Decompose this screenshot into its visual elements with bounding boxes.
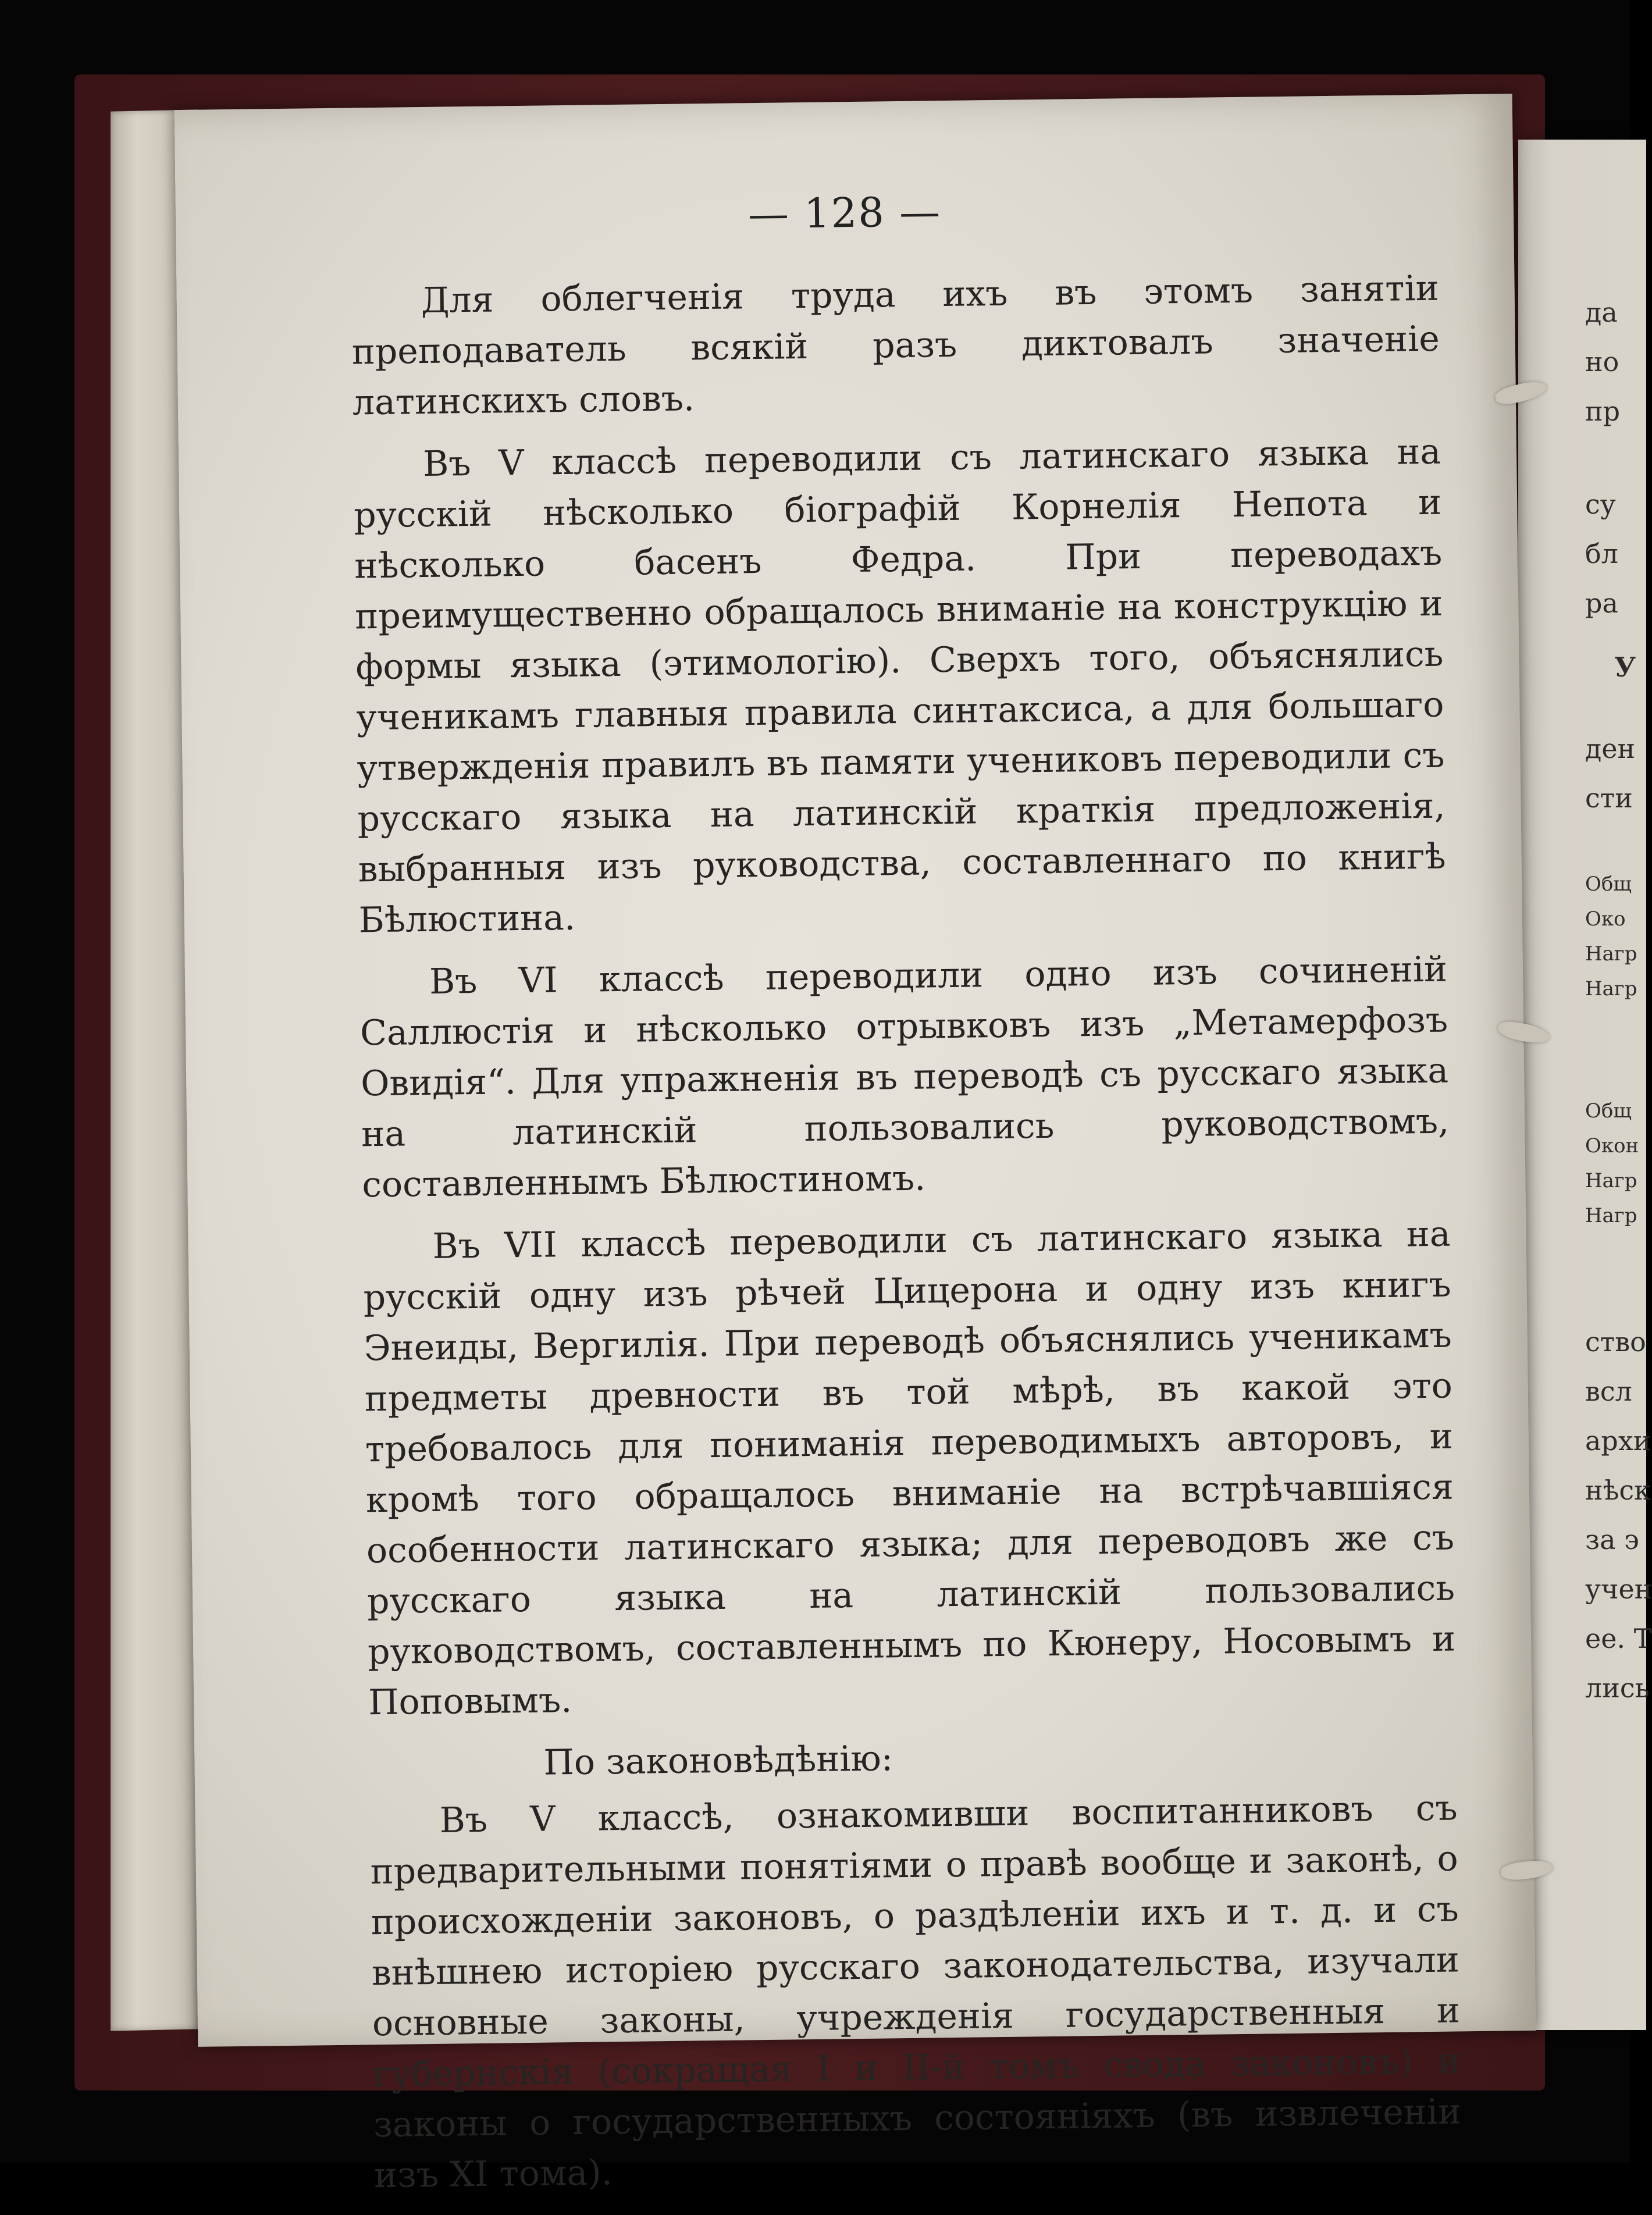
section-heading: По законовѣдѣнію: [543,1738,893,1783]
paragraph: Для облегченія труда ихъ въ этомъ занятіи преподаватель всякій разъ диктовалъ значеніе латинскихъ словъ. [351,268,1440,423]
facing-page-fragment: Нагр [1585,942,1637,966]
facing-page-fragment: Окон [1585,1134,1639,1158]
facing-page-fragment: всл [1585,1376,1632,1407]
facing-page-fragment: У [1614,651,1636,683]
page-text [351,263,1462,2213]
facing-page-fragment: за э [1585,1524,1639,1555]
facing-page-fragment: су [1585,489,1616,520]
paragraph: Въ VI классѣ переводили одно изъ сочиненій Саллюстія и нѣсколько отрывковъ изъ „Метамерфозъ Овидія“. Для упражненія въ переводѣ съ русскаго языка на латинскій пользовались руководствомъ, составленнымъ Бѣлюстиномъ. [359,949,1450,1206]
facing-page-fragment: нѣск [1585,1475,1651,1506]
paragraph: Въ VII классѣ переводили съ латинскаго языка на русскій одну изъ рѣчей Цицерона и одну изъ книгъ Энеиды, Вергилія. При переводѣ объяснялись ученикамъ предметы древности въ той мѣрѣ, въ какой это требовалось для пониманія переводимыхъ авторовъ, и кромѣ того обращалось вниманіе на встрѣчавшіяся особенности латинскаго языка; для переводовъ же съ русскаго языка на латинскій пользовались руководствомъ, составленнымъ по Кюнеру, Носовымъ и Поповымъ. [363,1213,1456,1723]
facing-page-fragment: бл [1585,538,1618,569]
page-number: — 128 — [747,188,942,238]
facing-page-fragment: ее. Т [1585,1623,1652,1654]
facing-page-fragment: учен [1585,1573,1652,1605]
facing-page-fragment: Нагр [1585,1204,1637,1227]
facing-page-fragment: Нагр [1585,977,1637,1000]
facing-page-fragment: лись [1585,1672,1650,1704]
facing-page-fragment: да [1585,297,1618,328]
facing-page-fragment: сти [1585,782,1633,814]
paragraph: Въ V классѣ переводили съ латинскаго языка на русскій нѣсколько біографій Корнелія Непота и нѣсколько басенъ Федра. При переводахъ преимущественно обращалось вниманіе на конструкцію и формы языка (этимологію). Сверхъ того, объяснялись ученикамъ главныя правила синтаксиса, а для большаго утвержденія правилъ въ памяти учениковъ переводили съ русскаго языка на латинскій краткія предложенія, выбранныя изъ руководства, составленнаго по книгѣ Бѣлюстина. [353,431,1447,941]
facing-page-fragment: Нагр [1585,1169,1637,1192]
facing-page [1518,140,1652,2030]
facing-page-fragment: Око [1585,907,1626,931]
facing-page-fragment: Общ [1585,1099,1632,1123]
facing-page-fragment: ден [1585,733,1636,764]
facing-page-fragment: Общ [1585,873,1632,896]
facing-page-fragment: архи [1585,1425,1651,1457]
facing-page-fragment: пр [1585,396,1621,427]
facing-page-fragment: ра [1585,587,1618,619]
facing-page-fragment: ство [1585,1326,1646,1358]
paragraph: Въ V классѣ, ознакомивши воспитанниковъ съ предварительными понятіями о правѣ вообще и законѣ, о происхожденіи законовъ, о раздѣленіи ихъ и т. д. и съ внѣшнею исторіею русскаго законодательства, изучали основные законы, учрежденія государственныя и губернскія (сокращая I и II-й томъ свода законовъ) и законы о государственныхъ состояніяхъ (въ извлеченіи изъ XI тома). [370,1787,1462,2196]
facing-page-fragment: но [1585,346,1619,378]
book-page [175,94,1536,2196]
